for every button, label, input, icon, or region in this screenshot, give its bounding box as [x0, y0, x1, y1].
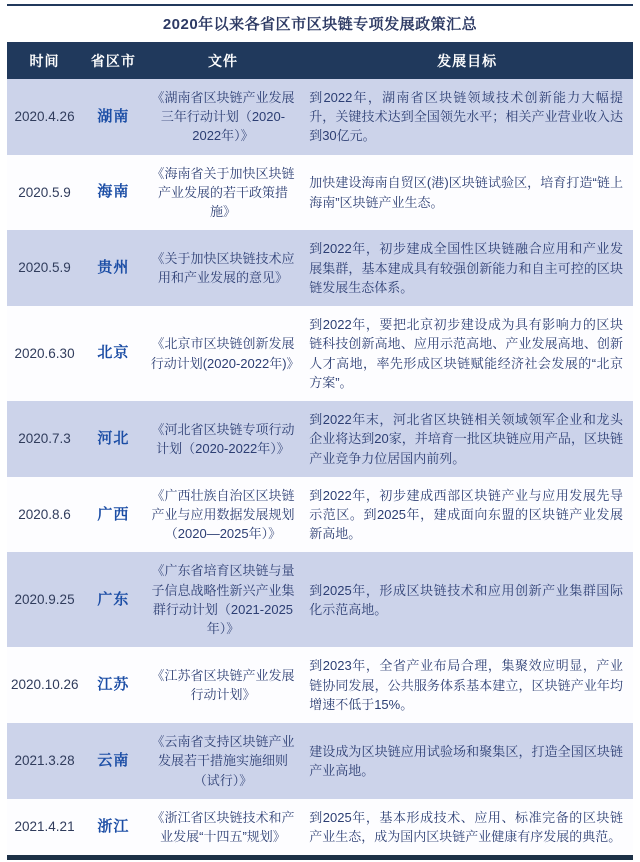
- cell-goal: 到2022年，湖南省区块链领域技术创新能力大幅提升，关键技术达到全国领先水平；相关产业营业收入达到30亿元。: [309, 90, 623, 144]
- cell-goal: 加快建设海南自贸区(港)区块链试验区，培育打造“链上海南”区块链产业生态。: [309, 175, 623, 210]
- policy-table: [7, 44, 633, 855]
- cell-date: 2020.5.9: [18, 184, 71, 200]
- cell-goal: 建设成为区块链应用试验场和聚集区，打造全国区块链产业高地。: [309, 743, 623, 778]
- table-row: [7, 477, 633, 553]
- cell-region: 江苏: [97, 676, 130, 694]
- cell-date: 2020.6.30: [14, 345, 75, 361]
- cell-document: 《河北省区块链专项行动计划（2020-2022年）》: [151, 421, 295, 456]
- cell-date: 2021.3.28: [14, 752, 75, 768]
- cell-date: 2020.10.26: [11, 677, 79, 693]
- cell-date: 2020.5.9: [18, 260, 71, 276]
- table-row: [7, 552, 633, 647]
- cell-goal: 到2023年，全省产业布局合理，集聚效应明显，产业链协同发展，公共服务体系基本建立，区块链产业年均增速不低于15%。: [309, 658, 623, 712]
- cell-region: 云南: [97, 751, 130, 769]
- cell-region: 贵州: [97, 259, 130, 277]
- cell-date: 2020.7.3: [18, 430, 71, 446]
- cell-date: 2020.4.26: [14, 108, 75, 124]
- cell-document: 《江苏省区块链产业发展行动计划》: [151, 668, 295, 703]
- table-title-box: [7, 4, 633, 44]
- cell-goal: 到2025年，基本形成技术、应用、标准完备的区块链产业生态，成为国内区块链产业健康有序发展的典范。: [309, 809, 623, 845]
- cell-document: 《广西壮族自治区区块链产业与应用数据发展规划（2020—2025年）》: [151, 487, 295, 542]
- table-row: [7, 401, 633, 477]
- bottom-border-bar: [7, 855, 633, 860]
- cell-goal: 到2022年末，河北省区块链相关领域领军企业和龙头企业将达到20家，并培育一批区块链应用产品，区块链产业竞争力位居国内前列。: [309, 412, 623, 466]
- table-header-row: [7, 44, 633, 79]
- cell-region: 海南: [97, 183, 130, 201]
- cell-document: 《关于加快区块链技术应用和产业发展的意见》: [151, 251, 295, 286]
- cell-region: 河北: [97, 429, 130, 447]
- cell-goal: 到2025年，形成区块链技术和应用创新产业集群国际化示范高地。: [309, 582, 623, 617]
- column-header-time: 时间: [7, 44, 82, 79]
- column-header-region: 省区市: [82, 44, 145, 79]
- table-row: [7, 723, 633, 799]
- table-row: [7, 799, 633, 855]
- cell-goal: 到2022年，要把北京初步建设成为具有影响力的区块链科技创新高地、应用示范高地、产业发展高地、创新人才高地，率先形成区块链赋能经济社会发展的“北京方案”。: [309, 317, 623, 390]
- cell-document: 《广东省培育区块链与量子信息战略性新兴产业集群行动计划（2021-2025年）》: [151, 563, 295, 637]
- cell-region: 北京: [97, 344, 130, 362]
- cell-document: 《湖南省区块链产业发展三年行动计划（2020-2022年）》: [151, 90, 295, 144]
- table-body: [7, 79, 633, 855]
- table-row: [7, 647, 633, 723]
- table-row: [7, 79, 633, 155]
- cell-region: 浙江: [97, 817, 130, 835]
- cell-date: 2020.9.25: [14, 591, 75, 607]
- column-header-document: 文件: [145, 44, 302, 79]
- cell-date: 2020.8.6: [18, 506, 71, 522]
- cell-region: 广东: [97, 590, 130, 608]
- cell-region: 广西: [97, 505, 130, 523]
- column-header-goal: 发展目标: [301, 44, 633, 79]
- cell-goal: 到2022年，初步建成全国性区块链融合应用和产业发展集群，基本建成具有较强创新能力和自主可控的区块链发展生态体系。: [309, 241, 623, 295]
- table-row: [7, 230, 633, 306]
- table-row: [7, 155, 633, 231]
- cell-document: 《北京市区块链创新发展行动计划(2020-2022年)》: [150, 336, 300, 371]
- cell-document: 《浙江省区块链技术和产业发展“十四五”规划》: [151, 809, 295, 845]
- cell-date: 2021.4.21: [14, 819, 75, 835]
- page-title: 2020年以来各省区市区块链专项发展政策汇总: [162, 16, 478, 33]
- cell-region: 湖南: [97, 107, 130, 125]
- cell-document: 《海南省关于加快区块链产业发展的若干政策措施》: [151, 165, 295, 220]
- cell-goal: 到2022年，初步建成西部区块链产业与应用发展先导示范区。到2025年，建成面向东盟的区块链产业发展新高地。: [309, 487, 623, 542]
- cell-document: 《云南省支持区块链产业发展若干措施实施细则（试行）》: [151, 734, 295, 788]
- table-row: [7, 306, 633, 401]
